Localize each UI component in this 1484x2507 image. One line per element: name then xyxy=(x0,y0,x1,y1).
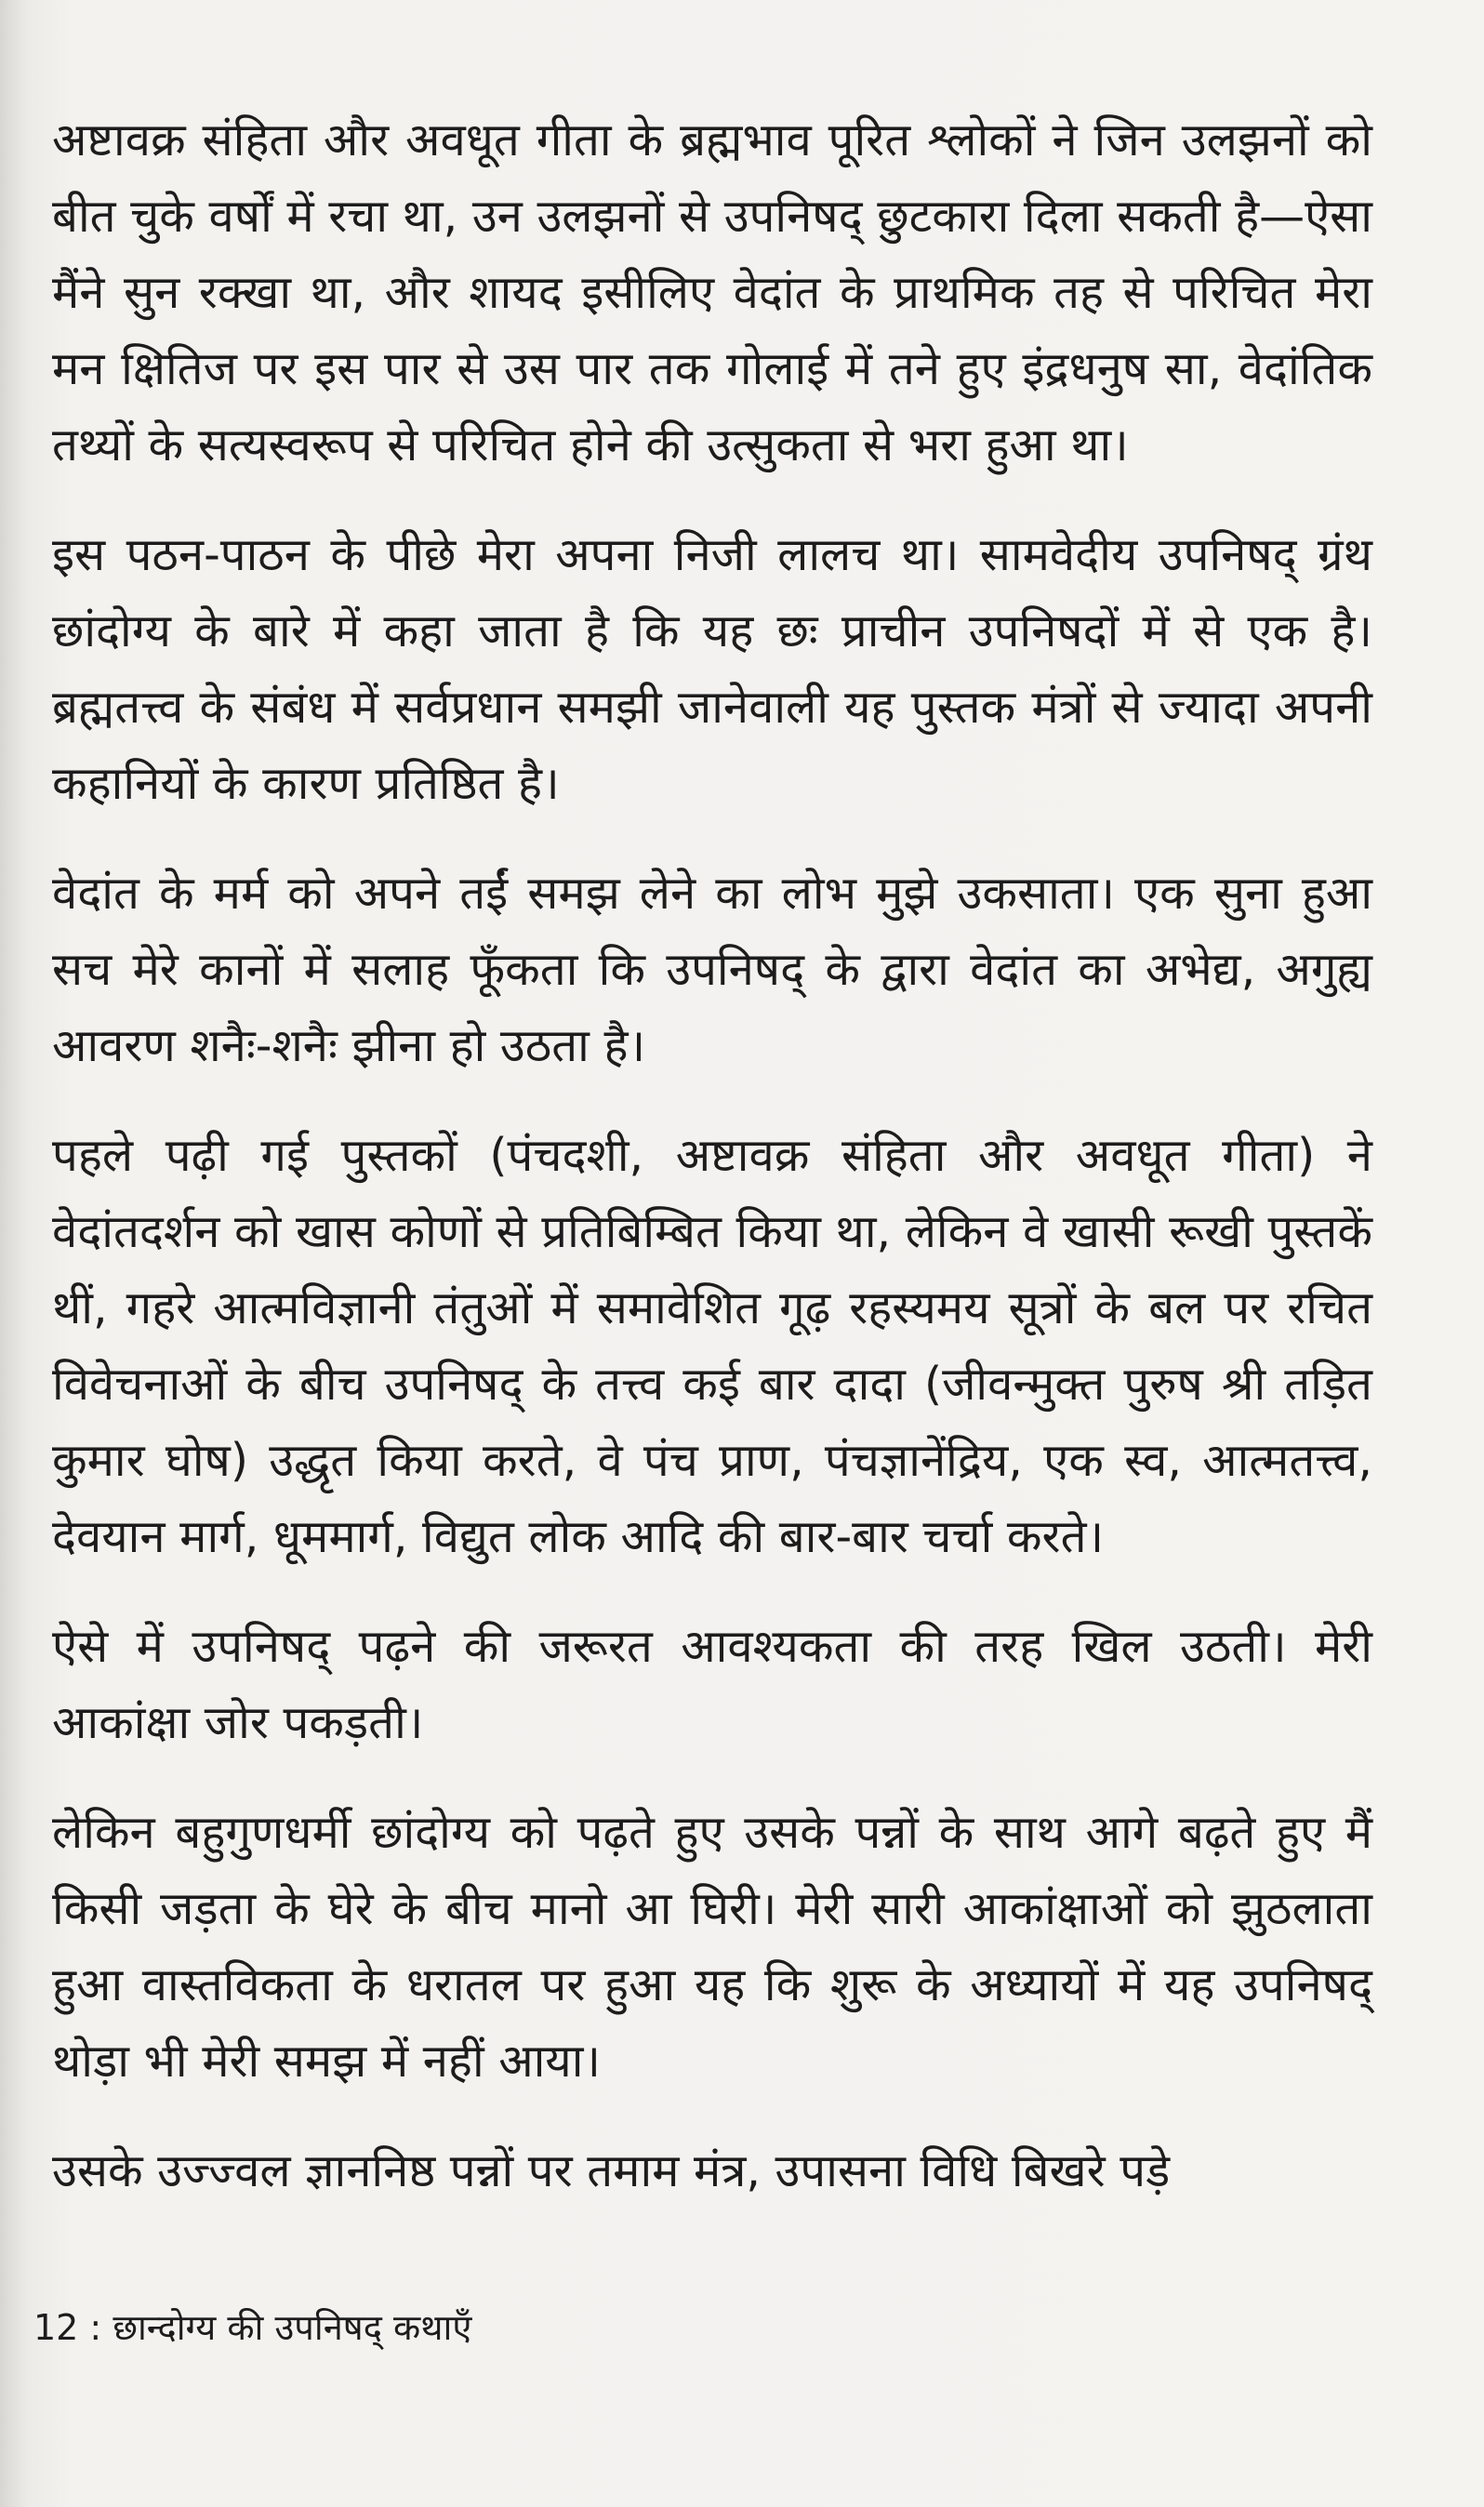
paragraph-3: वेदांत के मर्म को अपने तईं समझ लेने का लोभ मुझे उकसाता। एक सुना हुआ सच मेरे कानों में सलाह फूँकता कि उपनिषद् के द्वारा वेदांत का अभेद्य, अगुह्य आवरण शनैः-शनैः झीना हो उठता है। xyxy=(52,867,1372,1072)
paragraph-1: अष्टावक्र संहिता और अवधूत गीता के ब्रह्मभाव पूरित श्लोकों ने जिन उलझनों को बीत चुके वर्षों में रचा था, उन उलझनों से उपनिषद् छुटकारा दिला सकती है—ऐसा मैंने सुन रक्खा था, और शायद इसीलिए वेदांत के प्राथमिक तह से परिचित मेरा मन क्षितिज पर इस पार से उस पार तक गोलाई में तने हुए इंद्रधनुष सा, वेदांतिक तथ्यों के सत्यस्वरूप से परिचित होने की उत्सुकता से भरा हुआ था। xyxy=(52,113,1372,471)
paragraph-5: ऐसे में उपनिषद् पढ़ने की जरूरत आवश्यकता की तरह खिल उठती। मेरी आकांक्षा जोर पकड़ती। xyxy=(52,1620,1372,1749)
paragraph-7: उसके उज्ज्वल ज्ञाननिष्ठ पन्नों पर तमाम मंत्र, उपासना विधि बिखरे पड़े xyxy=(52,2144,1171,2197)
paragraph-4: पहले पढ़ी गई पुस्तकों (पंचदशी, अष्टावक्र संहिता और अवधूत गीता) ने वेदांतदर्शन को खास कोणों से प्रतिबिम्बित किया था, लेकिन वे खासी रूखी पुस्तकें थीं, गहरे आत्मविज्ञानी तंतुओं में समावेशित गूढ़ रहस्यमय सूत्रों के बल पर रचित विवेचनाओं के बीच उपनिषद् के तत्त्व कई बार दादा (जीवन्मुक्त पुरुष श्री तड़ित कुमार घोष) उद्धृत किया करते, वे पंच प्राण, पंचज्ञानेंद्रिय, एक स्व, आत्मतत्त्व, देवयान मार्ग, धूममार्ग, विद्युत लोक आदि की बार-बार चर्चा करते। xyxy=(52,1129,1372,1563)
paragraph-6: लेकिन बहुगुणधर्मी छांदोग्य को पढ़ते हुए उसके पन्नों के साथ आगे बढ़ते हुए मैं किसी जड़ता के घेरे के बीच मानो आ घिरी। मेरी सारी आकांक्षाओं को झुठलाता हुआ वास्तविकता के धरातल पर हुआ यह कि शुरू के अध्यायों में यह उपनिषद् थोड़ा भी मेरी समझ में नहीं आया। xyxy=(52,1806,1372,2088)
paragraph-2: इस पठन-पाठन के पीछे मेरा अपना निजी लालच था। सामवेदीय उपनिषद् ग्रंथ छांदोग्य के बारे में कहा जाता है कि यह छः प्राचीन उपनिषदों में से एक है। ब्रह्मतत्त्व के संबंध में सर्वप्रधान समझी जानेवाली यह पुस्तक मंत्रों से ज्यादा अपनी कहानियों के कारण प्रतिष्ठित है। xyxy=(52,528,1372,810)
body-text xyxy=(52,102,1372,2243)
page-footer: 12 : छान्दोग्य की उपनिषद् कथाएँ xyxy=(33,2307,472,2348)
